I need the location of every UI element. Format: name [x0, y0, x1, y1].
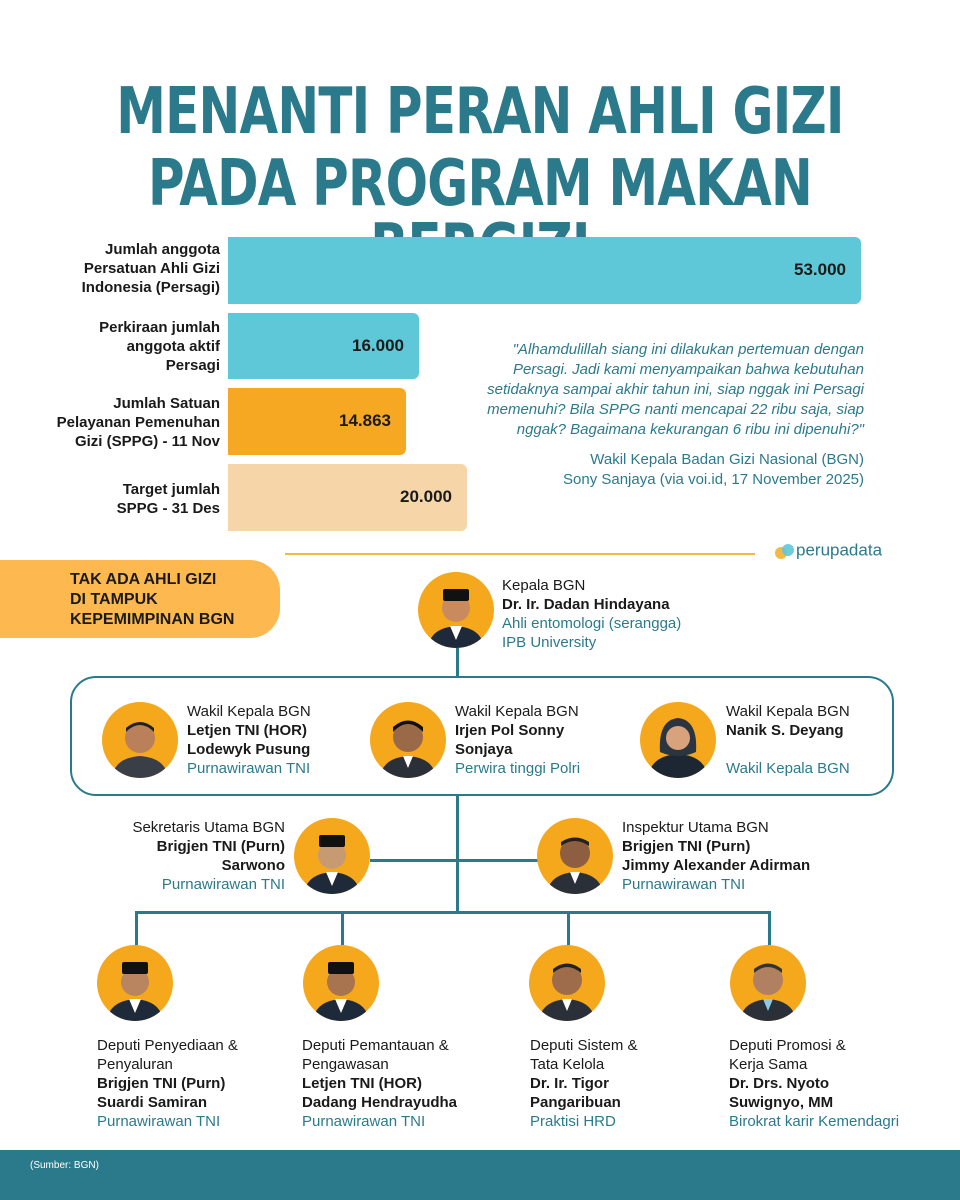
- kepala-info: Kepala BGN Dr. Ir. Dadan Hindayana Ahli entomologi (serangga) IPB University: [502, 577, 682, 651]
- person-silhouette-icon: [529, 945, 605, 1021]
- inspektur-info: Inspektur Utama BGN Brigjen TNI (Purn) Jimmy Alexander Adirman Purnawirawan TNI: [622, 819, 811, 893]
- deputi-2-photo: [303, 945, 379, 1021]
- connector-kepala: [456, 648, 459, 676]
- value-label-active-members: 16.000: [352, 336, 404, 355]
- quote-source: Wakil Kepala Badan Gizi Nasional (BGN) Sony Sanjaya (via voi.id, 17 November 2025): [563, 451, 864, 488]
- source-note: (Sumber: BGN): [30, 1160, 99, 1171]
- person-silhouette-icon: [537, 818, 613, 894]
- deputi-4-photo: [730, 945, 806, 1021]
- wakil-3-photo: [640, 702, 716, 778]
- connector-sekretaris-inspektur: [370, 859, 540, 862]
- sekretaris-info: Sekretaris Utama BGN Brigjen TNI (Purn) Sarwono Purnawirawan TNI: [132, 819, 285, 893]
- title-line-1: MENANTI PERAN AHLI GIZI: [116, 75, 844, 149]
- kepala-photo: [418, 572, 494, 648]
- deputi-4-info: Deputi Promosi & Kerja Sama Dr. Drs. Nyoto Suwignyo, MM Birokrat karir Kemendagri: [729, 1037, 900, 1130]
- inspektur-photo: [537, 818, 613, 894]
- sekretaris-photo: [294, 818, 370, 894]
- person-silhouette-icon: [370, 702, 446, 778]
- perupadata-logo-icon: [774, 540, 796, 562]
- bar-label-active-members: Perkiraan jumlah anggota aktif Persagi: [99, 319, 220, 374]
- value-label-sppg-count: 14.863: [339, 411, 391, 430]
- person-silhouette-icon: [730, 945, 806, 1021]
- title-line-2: PADA PROGRAM MAKAN: [147, 147, 813, 221]
- value-label-sppg-target: 20.000: [400, 487, 452, 506]
- connector-trunk: [456, 796, 459, 912]
- connector-deputi-1: [135, 911, 138, 945]
- deputi-1-info: Deputi Penyediaan & Penyaluran Brigjen TNI (Purn) Suardi Samiran Purnawirawan TNI: [97, 1037, 238, 1130]
- connector-deputi-3: [567, 911, 570, 945]
- deputi-3-info: Deputi Sistem & Tata Kelola Dr. Ir. Tigor Pangaribuan Praktisi HRD: [530, 1037, 638, 1130]
- connector-deputi-bar: [135, 911, 771, 914]
- person-silhouette-icon: [640, 702, 716, 778]
- quote-text: "Alhamdulillah siang ini dilakukan pertemuan dengan Persagi. Jadi kami menyampaikan bahwa kebutuhan setidaknya sampai akhir tahun ini, siap nggak ini Persagi memenuhi? Bila SPPG nanti mencapai 22 ribu saja, siap nggak? Bagaimana kekurangan 6 ribu ini dipenuhi?": [487, 341, 864, 438]
- footer-bar: [0, 1150, 960, 1200]
- person-silhouette-icon: [97, 945, 173, 1021]
- bar-label-sppg-count: Jumlah Satuan Pelayanan Pemenuhan Gizi (SPPG) - 11 Nov: [56, 395, 220, 450]
- deputi-2-info: Deputi Pemantauan & Pengawasan Letjen TNI (HOR) Dadang Hendrayudha Purnawirawan TNI: [302, 1037, 458, 1130]
- perupadata-logo: perupadata: [774, 540, 882, 562]
- section-divider: [285, 553, 755, 555]
- person-silhouette-icon: [418, 572, 494, 648]
- connector-deputi-4: [768, 911, 771, 945]
- wakil-3-info: Wakil Kepala BGN Nanik S. Deyang Wakil Kepala BGN: [726, 703, 850, 777]
- person-silhouette-icon: [102, 702, 178, 778]
- wakil-2-info: Wakil Kepala BGN Irjen Pol Sonny Sonjaya Perwira tinggi Polri: [455, 703, 581, 777]
- leadership-banner-text: TAK ADA AHLI GIZI DI TAMPUK KEPEMIMPINAN BGN: [70, 571, 235, 628]
- person-silhouette-icon: [303, 945, 379, 1021]
- value-label-persagi-members: 53.000: [794, 260, 846, 279]
- bar-label-persagi-members: Jumlah anggota Persatuan Ahli Gizi Indonesia (Persagi): [81, 241, 220, 296]
- wakil-1-photo: [102, 702, 178, 778]
- bar-label-sppg-target: Target jumlah SPPG - 31 Des: [116, 481, 220, 517]
- deputi-3-photo: [529, 945, 605, 1021]
- wakil-1-info: Wakil Kepala BGN Letjen TNI (HOR) Lodewyk Pusung Purnawirawan TNI: [187, 703, 311, 777]
- deputi-1-photo: [97, 945, 173, 1021]
- wakil-2-photo: [370, 702, 446, 778]
- person-silhouette-icon: [294, 818, 370, 894]
- connector-deputi-2: [341, 911, 344, 945]
